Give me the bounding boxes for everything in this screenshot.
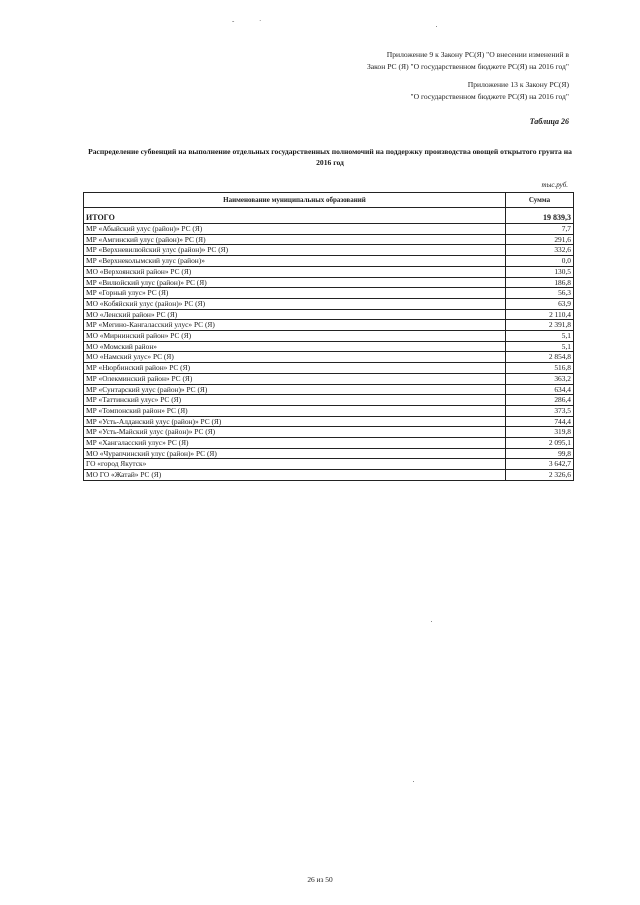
municipality-name: МО ГО «Жатай» РС (Я) bbox=[84, 470, 506, 481]
table-row bbox=[84, 352, 574, 363]
appendix-13-line-2: "О государственном бюджете РС(Я) на 2016 год" bbox=[410, 92, 569, 101]
scan-artifact: · bbox=[259, 17, 262, 25]
column-header-name: Наименование муниципальных образований bbox=[84, 193, 506, 208]
municipality-name: МО «Намский улус» РС (Я) bbox=[84, 352, 506, 363]
appendix-9-line-1: Приложение 9 к Закону РС(Я) "О внесении изменений в bbox=[386, 50, 569, 59]
total-label: ИТОГО bbox=[84, 208, 506, 224]
table-row bbox=[84, 298, 574, 309]
subsidy-sum: 363,2 bbox=[506, 373, 574, 384]
subsidy-sum: 99,8 bbox=[506, 448, 574, 459]
table-row bbox=[84, 384, 574, 395]
table-row bbox=[84, 341, 574, 352]
municipality-name: МР «Горный улус» РС (Я) bbox=[84, 288, 506, 299]
municipality-name: МР «Усть-Алданский улус (район)» РС (Я) bbox=[84, 416, 506, 427]
subsidy-sum: 332,6 bbox=[506, 245, 574, 256]
municipality-name: МО «Кобяйский улус (район)» РС (Я) bbox=[84, 298, 506, 309]
scan-speck bbox=[431, 621, 432, 622]
table-row bbox=[84, 470, 574, 481]
subsidy-sum: 63,9 bbox=[506, 298, 574, 309]
table-row bbox=[84, 277, 574, 288]
municipality-name: МР «Нюрбинский район» РС (Я) bbox=[84, 363, 506, 374]
subsidy-sum: 130,5 bbox=[506, 266, 574, 277]
municipality-name: МР «Олекминский район» РС (Я) bbox=[84, 373, 506, 384]
municipality-name: МР «Верхнеколымский улус (район)» bbox=[84, 256, 506, 267]
municipality-name: МР «Сунтарский улус (район)» РС (Я) bbox=[84, 384, 506, 395]
municipality-name: МР «Усть-Майский улус (район)» РС (Я) bbox=[84, 427, 506, 438]
subsidy-sum: 3 642,7 bbox=[506, 459, 574, 470]
subsidy-sum: 2 110,4 bbox=[506, 309, 574, 320]
subsidy-sum: 5,1 bbox=[506, 341, 574, 352]
table-row bbox=[84, 256, 574, 267]
total-sum: 19 839,3 bbox=[506, 208, 574, 224]
appendix-9-note bbox=[269, 49, 569, 73]
municipality-name: МО «Ленский район» РС (Я) bbox=[84, 309, 506, 320]
subsidy-sum: 744,4 bbox=[506, 416, 574, 427]
scan-speck bbox=[413, 781, 414, 782]
subsidy-sum: 56,3 bbox=[506, 288, 574, 299]
units-label: тыс.руб. bbox=[541, 181, 568, 189]
table-row bbox=[84, 320, 574, 331]
table-row bbox=[84, 427, 574, 438]
municipality-name: МО «Верхоянский район» РС (Я) bbox=[84, 266, 506, 277]
municipality-name: ГО «город Якутск» bbox=[84, 459, 506, 470]
table-row bbox=[84, 416, 574, 427]
table-row bbox=[84, 459, 574, 470]
subsidy-sum: 516,8 bbox=[506, 363, 574, 374]
appendix-13-note bbox=[269, 79, 569, 103]
municipality-name: МО «Мирнинский район» РС (Я) bbox=[84, 331, 506, 342]
table-row bbox=[84, 438, 574, 449]
subsidy-sum: 286,4 bbox=[506, 395, 574, 406]
municipality-name: МР «Верхневилюйский улус (район)» РС (Я) bbox=[84, 245, 506, 256]
table-row bbox=[84, 405, 574, 416]
document-title: Распределение субвенций на выполнение отдельных государственных полномочий на поддержку производства овощей открытого грунта на 2016 год bbox=[88, 147, 572, 167]
table-row bbox=[84, 288, 574, 299]
subsidy-sum: 7,7 bbox=[506, 224, 574, 235]
subsidy-sum: 634,4 bbox=[506, 384, 574, 395]
appendix-13-line-1: Приложение 13 к Закону РС(Я) bbox=[467, 80, 569, 89]
table-row bbox=[84, 373, 574, 384]
table-row bbox=[84, 395, 574, 406]
municipality-name: МР «Мегино-Кангаласский улус» РС (Я) bbox=[84, 320, 506, 331]
subsidy-sum: 186,8 bbox=[506, 277, 574, 288]
subsidy-sum: 373,5 bbox=[506, 405, 574, 416]
total-row bbox=[84, 208, 574, 224]
subsidy-sum: 2 326,6 bbox=[506, 470, 574, 481]
table-row bbox=[84, 363, 574, 374]
municipality-name: МР «Амгинский улус (район)» РС (Я) bbox=[84, 234, 506, 245]
municipality-name: МР «Вилюйский улус (район)» РС (Я) bbox=[84, 277, 506, 288]
subsidy-sum: 2 854,8 bbox=[506, 352, 574, 363]
table-row bbox=[84, 245, 574, 256]
subsidy-sum: 2 095,1 bbox=[506, 438, 574, 449]
table-row bbox=[84, 224, 574, 235]
subsidy-sum: 291,6 bbox=[506, 234, 574, 245]
table-row bbox=[84, 331, 574, 342]
subsidy-table bbox=[83, 192, 574, 481]
page-number: 26 из 50 bbox=[307, 875, 333, 884]
table-header-row bbox=[84, 193, 574, 208]
table-number: Таблица 26 bbox=[529, 117, 569, 126]
table-row bbox=[84, 266, 574, 277]
appendix-9-line-2: Закон РС (Я) "О государственном бюджете РС(Я) на 2016 год" bbox=[366, 62, 569, 71]
column-header-sum: Сумма bbox=[506, 193, 574, 208]
municipality-name: МР «Томпонский район» РС (Я) bbox=[84, 405, 506, 416]
municipality-name: МО «Чурапчинский улус (район)» РС (Я) bbox=[84, 448, 506, 459]
municipality-name: МР «Абыйский улус (район)» РС (Я) bbox=[84, 224, 506, 235]
table-row bbox=[84, 309, 574, 320]
table-row bbox=[84, 234, 574, 245]
table-row bbox=[84, 448, 574, 459]
scan-speck bbox=[436, 26, 437, 27]
municipality-name: МР «Таттинский улус» РС (Я) bbox=[84, 395, 506, 406]
municipality-name: МР «Хангаласский улус» РС (Я) bbox=[84, 438, 506, 449]
subsidy-sum: 2 391,8 bbox=[506, 320, 574, 331]
subsidy-sum: 5,1 bbox=[506, 331, 574, 342]
subsidy-sum: 319,8 bbox=[506, 427, 574, 438]
municipality-name: МО «Момский район» bbox=[84, 341, 506, 352]
subsidy-sum: 0,0 bbox=[506, 256, 574, 267]
scan-artifact: - bbox=[232, 17, 235, 25]
